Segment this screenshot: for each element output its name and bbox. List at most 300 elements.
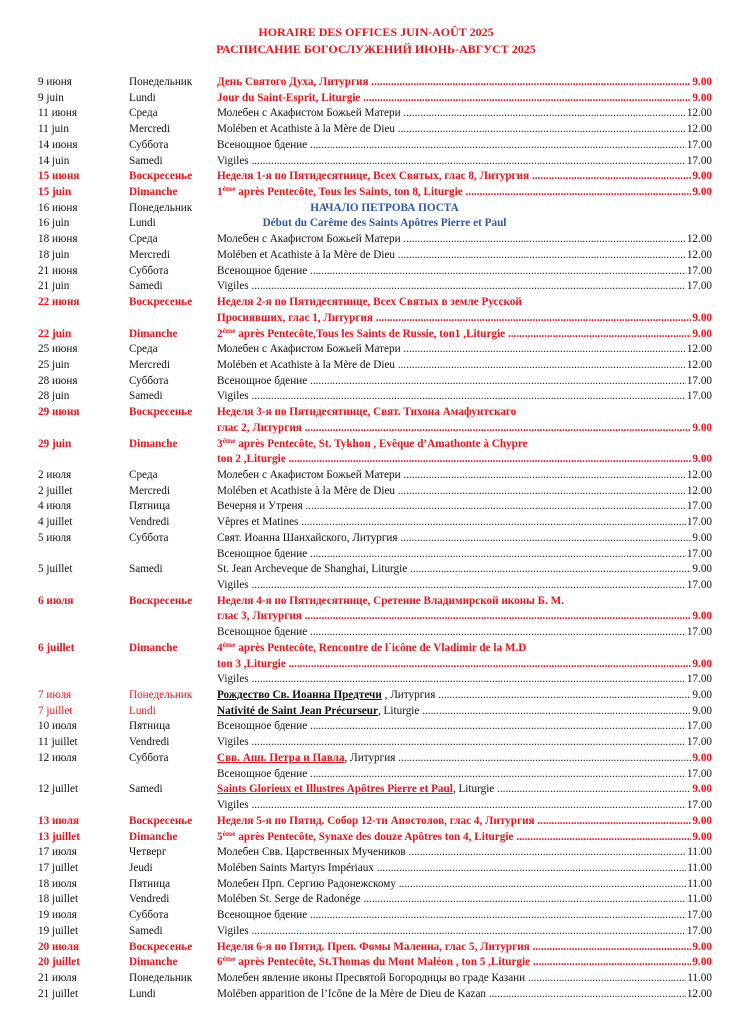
schedule-row: [0, 122, 752, 138]
row-description: [217, 719, 712, 735]
schedule-row: [0, 154, 752, 170]
ordinal-suffix: ème: [222, 326, 236, 335]
row-date: 21 июня: [38, 264, 78, 277]
schedule-row: [0, 987, 752, 1003]
row-day: Vendredi: [129, 736, 170, 749]
row-date: 13 июля: [38, 814, 80, 827]
row-description-main: День Святого Духа, Литургия: [217, 76, 369, 88]
schedule-row: [0, 892, 752, 908]
row-description-main: Jour du Saint-Esprit, Liturgie: [217, 91, 361, 104]
row-description: [217, 248, 712, 264]
title-french: HORAIRE DES OFFICES JUIN-AOÛT 2025: [258, 25, 494, 39]
row-description: [217, 232, 712, 248]
schedule-row: [0, 814, 752, 830]
row-description: [217, 971, 712, 987]
row-day: Dimanche: [129, 830, 178, 843]
schedule-row: [0, 169, 752, 185]
row-day: Dimanche: [129, 956, 178, 969]
row-description-main: Début du Carême des Saints Apôtres Pierre et Paul: [262, 217, 507, 230]
row-date: 19 juillet: [38, 924, 79, 937]
schedule-row: [0, 279, 752, 295]
ordinal-suffix: ème: [222, 829, 236, 838]
row-description: [217, 169, 712, 185]
row-date: 6 juillet: [38, 641, 75, 654]
row-date: 21 juillet: [38, 987, 79, 1000]
row-description: [217, 327, 712, 343]
row-date: 6 июля: [38, 594, 74, 607]
row-description-main: НАЧАЛО ПЕТРОВА ПОСТА: [310, 201, 459, 214]
row-date: 18 июля: [38, 877, 77, 890]
row-date: 28 июня: [38, 374, 78, 387]
row-description-rest: après Pentecôte, Tous les Saints, ton 8, Liturgie: [235, 186, 463, 199]
row-date: 29 juin: [38, 437, 72, 450]
row-time: 17.00: [686, 924, 712, 940]
schedule-row: [0, 389, 752, 405]
row-day: Samedi: [129, 154, 163, 167]
row-description: [217, 767, 712, 783]
row-description-main: 3: [217, 437, 223, 450]
schedule-row: [0, 201, 752, 217]
schedule-row: [0, 830, 752, 846]
row-description-main: ton 3 ,Liturgie: [217, 657, 286, 670]
row-description-main: ton 2 ,Liturgie: [217, 453, 286, 466]
row-time: 9.00: [691, 688, 712, 704]
row-description: [217, 877, 712, 893]
schedule-row: [0, 845, 752, 861]
row-time: 17.00: [686, 719, 712, 735]
schedule-row: [0, 609, 752, 625]
row-date: 20 juillet: [38, 956, 80, 969]
ordinal-suffix: ème: [222, 436, 236, 445]
row-day: Суббота: [129, 909, 169, 922]
row-time: 9.00: [691, 609, 712, 625]
row-date: 17 juillet: [38, 861, 79, 874]
row-day: Пятница: [129, 500, 171, 513]
row-time: 9.00: [691, 830, 712, 846]
row-day: Mercredi: [129, 484, 170, 497]
row-description-main: Молебен с Акафистом Божьей Матери: [217, 107, 401, 120]
row-description: [217, 814, 712, 830]
row-description-main: Неделя 1-я по Пятидесятнице, Всех Святых, глас 8, Литургия: [217, 170, 530, 183]
schedule-row: [0, 311, 752, 327]
schedule-row: [0, 547, 752, 563]
schedule-row: [0, 704, 752, 720]
row-date: 11 juin: [38, 123, 69, 136]
row-date: 19 июля: [38, 909, 77, 922]
row-date: 7 juillet: [38, 704, 73, 717]
row-date: 15 juin: [38, 186, 72, 199]
row-description: [217, 845, 712, 861]
schedule-row: [0, 578, 752, 594]
row-description: [217, 657, 712, 673]
row-description-rest: après Pentecôte, St. Tykhon , Evêque d’Amathonte à Chypre: [235, 437, 528, 450]
row-description-rest: , Литургия: [344, 751, 396, 764]
row-description-main: Молебен с Акафистом Божьей Матери: [217, 468, 401, 481]
row-day: Mercredi: [129, 358, 170, 371]
row-time: 12.00: [686, 232, 712, 248]
row-time: 9.00: [691, 814, 712, 830]
row-time: 9.00: [691, 169, 712, 185]
schedule-row: [0, 767, 752, 783]
row-description: [217, 515, 712, 531]
row-description: [217, 940, 712, 956]
row-time: 9.00: [691, 562, 712, 578]
schedule-row: [0, 437, 752, 453]
row-day: Samedi: [129, 783, 163, 796]
row-time: 9.00: [691, 452, 712, 468]
row-description: [217, 389, 712, 405]
row-time: 17.00: [686, 767, 712, 783]
row-description-main: Vêpres et Matines: [217, 516, 299, 529]
row-description-main: Молебен явление иконы Пресвятой Богородицы во граде Казани: [217, 971, 526, 984]
row-day: Пятница: [129, 877, 171, 890]
schedule-row: [0, 499, 752, 515]
row-date: 25 июня: [38, 343, 78, 356]
row-description-main: Неделя 3-я по Пятидесятнице, Свят. Тихона Амафунтскаго: [217, 406, 517, 419]
row-time: 17.00: [686, 279, 712, 295]
row-description: [217, 672, 712, 688]
row-description: [217, 484, 712, 500]
row-description-main: Vigiles: [217, 736, 249, 749]
row-description-main: Vigiles: [217, 579, 249, 591]
schedule-row: [0, 358, 752, 374]
row-day: Samedi: [129, 924, 163, 937]
row-description-main: Molében et Acathiste à la Mère de Dieu: [217, 484, 395, 497]
schedule-row: [0, 735, 752, 751]
schedule-row: [0, 468, 752, 484]
schedule-row: [0, 264, 752, 280]
schedule-row: [0, 971, 752, 987]
row-date: 22 июня: [38, 296, 80, 309]
schedule-row: [0, 908, 752, 924]
row-description: [217, 421, 712, 437]
row-day: Среда: [129, 233, 158, 246]
schedule-row: [0, 342, 752, 358]
row-description-main: Molében apparition de l’Icône de la Mère de Dieu de Kazan: [217, 987, 487, 1000]
row-description-main: Неделя 5-я по Пятид. Собор 12-ти Апостолов, глас 4, Литургия: [217, 814, 535, 827]
schedule-row: [0, 594, 752, 610]
row-day: Vendredi: [129, 893, 170, 906]
schedule-table: [0, 75, 752, 1002]
ordinal-suffix: ème: [222, 640, 236, 649]
schedule-row: [0, 798, 752, 814]
row-day: Воскресенье: [129, 594, 193, 607]
schedule-row: [0, 515, 752, 531]
row-description: [217, 751, 712, 767]
row-description: [217, 861, 712, 877]
row-day: Dimanche: [129, 186, 178, 199]
schedule-row: [0, 295, 752, 311]
schedule-row: [0, 216, 752, 232]
row-description-main: 1: [217, 186, 223, 199]
row-description: [217, 452, 712, 468]
row-date: 11 juillet: [38, 736, 78, 749]
row-description-main: Nativité de Saint Jean Précurseur: [217, 704, 378, 717]
row-date: 5 juillet: [38, 563, 73, 576]
row-date: 17 июля: [38, 846, 77, 859]
row-description-main: 4: [217, 641, 223, 654]
row-time: 17.00: [686, 625, 712, 641]
row-time: 12.00: [686, 122, 712, 138]
row-date: 21 июля: [38, 971, 77, 984]
row-date: 22 juin: [38, 327, 72, 340]
row-day: Понедельник: [129, 689, 193, 702]
row-date: 14 juin: [38, 154, 70, 167]
row-time: 9.00: [691, 311, 712, 327]
row-time: 9.00: [691, 327, 712, 343]
row-day: Воскресенье: [129, 406, 193, 419]
row-date: 18 июня: [38, 233, 78, 246]
row-description-main: Vigiles: [217, 154, 249, 167]
row-time: 11.00: [686, 861, 712, 877]
row-time: 9.00: [691, 185, 712, 201]
row-date: 14 июня: [38, 138, 78, 151]
row-description: [217, 641, 712, 657]
row-description: [217, 609, 712, 625]
row-description-rest: , Литургия: [381, 689, 436, 702]
row-date: 10 июля: [38, 720, 77, 733]
schedule-row: [0, 924, 752, 940]
row-time: 12.00: [686, 484, 712, 500]
row-description: [217, 122, 712, 138]
row-description: [217, 625, 712, 641]
row-description: [217, 562, 712, 578]
schedule-row: [0, 672, 752, 688]
row-day: Суббота: [129, 374, 169, 387]
row-day: Понедельник: [129, 971, 193, 984]
title-russian: РАСПИСАНИЕ БОГОСЛУЖЕНИЙ ИЮНЬ-АВГУСТ 2025: [216, 42, 536, 56]
row-description: [217, 704, 712, 720]
row-description: [217, 295, 712, 311]
row-description: [217, 201, 552, 217]
row-time: 17.00: [686, 374, 712, 390]
row-description-main: Vigiles: [217, 799, 249, 812]
row-date: 28 juin: [38, 390, 70, 403]
row-time: 9.00: [691, 421, 712, 437]
row-description-main: Рождество Св. Иоанна Предтечи: [217, 689, 382, 702]
row-description-main: Vigiles: [217, 390, 249, 403]
schedule-row: [0, 484, 752, 500]
row-date: 9 juin: [38, 91, 64, 104]
row-date: 4 июля: [38, 500, 72, 513]
schedule-row: [0, 861, 752, 877]
row-description-main: Молебен с Акафистом Божьей Матери: [217, 233, 401, 246]
row-description: [217, 594, 712, 610]
row-time: 17.00: [686, 547, 712, 563]
row-day: Воскресенье: [129, 940, 193, 953]
row-day: Samedi: [129, 390, 163, 403]
row-description: [217, 405, 712, 421]
ordinal-suffix: ème: [222, 185, 236, 194]
row-description-rest: après Pentecôte, Synaxe des douze Apôtres ton 4, Liturgie: [235, 830, 514, 843]
row-date: 18 juin: [38, 248, 70, 261]
schedule-row: [0, 751, 752, 767]
row-day: Samedi: [129, 563, 163, 576]
row-date: 2 juillet: [38, 484, 73, 497]
row-day: Суббота: [129, 138, 169, 151]
row-day: Dimanche: [129, 641, 178, 654]
row-date: 18 juillet: [38, 893, 79, 906]
row-description: [217, 688, 712, 704]
row-description-main: Неделя 6-я по Пятид. Преп. Фомы Малеина, глас 5, Литургия: [217, 940, 530, 953]
row-time: 12.00: [686, 106, 712, 122]
row-description: [217, 106, 712, 122]
row-day: Понедельник: [129, 201, 193, 214]
row-description: [217, 830, 712, 846]
row-date: 12 июля: [38, 751, 77, 764]
schedule-row: [0, 138, 752, 154]
schedule-row: [0, 531, 752, 547]
row-description: [217, 531, 712, 547]
schedule-row: [0, 625, 752, 641]
row-date: 4 juillet: [38, 516, 73, 529]
schedule-row: [0, 405, 752, 421]
row-day: Lundi: [129, 91, 156, 104]
row-description-main: Vigiles: [217, 280, 249, 293]
schedule-row: [0, 657, 752, 673]
row-day: Воскресенье: [129, 814, 193, 827]
row-description: [217, 908, 712, 924]
row-description: [217, 185, 712, 201]
row-date: 20 июля: [38, 940, 80, 953]
row-time: 12.00: [686, 248, 712, 264]
row-description-main: Molében et Acathiste à la Mère de Dieu: [217, 358, 395, 371]
row-description-rest: , Liturgie: [377, 704, 420, 717]
row-day: Lundi: [129, 704, 156, 717]
row-description-main: Molében St. Serge de Radonége: [217, 893, 361, 906]
row-description: [217, 437, 712, 453]
row-date: 13 juillet: [38, 830, 80, 843]
row-day: Воскресенье: [129, 296, 193, 309]
row-time: 11.00: [686, 877, 712, 893]
row-time: 17.00: [686, 798, 712, 814]
row-description: [217, 216, 552, 232]
row-time: 9.00: [691, 782, 712, 798]
schedule-row: [0, 452, 752, 468]
row-time: 11.00: [686, 845, 712, 861]
row-time: 9.00: [691, 91, 712, 107]
row-time: 17.00: [686, 578, 712, 594]
row-description: [217, 311, 712, 327]
row-day: Суббота: [129, 264, 169, 277]
row-description-main: 2: [217, 327, 223, 340]
row-description: [217, 578, 712, 594]
row-description-main: Всенощное бдение: [217, 909, 308, 922]
row-day: Среда: [129, 343, 158, 356]
row-date: 11 июня: [38, 107, 78, 120]
row-description: [217, 138, 712, 154]
row-description-main: Свв. Апп. Петра и Павла: [217, 751, 345, 764]
row-day: Четверг: [129, 846, 167, 859]
row-time: 17.00: [686, 499, 712, 515]
row-time: 17.00: [686, 138, 712, 154]
schedule-row: [0, 327, 752, 343]
row-description-main: Всенощное бдение: [217, 138, 308, 151]
row-date: 16 июня: [38, 201, 78, 214]
row-description-main: глас 3, Литургия: [217, 610, 302, 623]
row-description: [217, 342, 712, 358]
row-description-main: Всенощное бдение: [217, 767, 308, 780]
row-description-main: Молебен с Акафистом Божьей Матери: [217, 343, 401, 356]
row-day: Dimanche: [129, 437, 178, 450]
row-day: Понедельник: [129, 76, 193, 88]
row-description-main: Всенощное бдение: [217, 626, 308, 639]
row-time: 17.00: [686, 515, 712, 531]
row-date: 9 июня: [38, 76, 72, 88]
row-date: 12 juillet: [38, 783, 79, 796]
row-day: Mercredi: [129, 248, 170, 261]
row-description-main: Неделя 2-я по Пятидесятнице, Всех Святых в земле Русской: [217, 296, 522, 309]
row-date: 21 juin: [38, 280, 70, 293]
row-description-main: 6: [217, 956, 223, 969]
row-time: 9.00: [691, 657, 712, 673]
row-description: [217, 75, 712, 91]
row-day: Lundi: [129, 987, 156, 1000]
row-description-main: Молебен Прп. Сергию Радонежскому: [217, 877, 396, 890]
row-day: Vendredi: [129, 516, 170, 529]
row-time: 9.00: [691, 704, 712, 720]
row-time: 17.00: [686, 908, 712, 924]
schedule-row: [0, 641, 752, 657]
schedule-row: [0, 421, 752, 437]
row-description-main: Просиявших, глас 1, Литургия: [217, 311, 373, 324]
row-day: Воскресенье: [129, 170, 193, 183]
schedule-row: [0, 562, 752, 578]
schedule-row: [0, 719, 752, 735]
row-description: [217, 547, 712, 563]
row-date: 7 июля: [38, 689, 72, 702]
row-description-main: Неделя 4-я по Пятидесятнице, Сретение Владимирской иконы Б. М.: [217, 594, 565, 607]
row-description: [217, 798, 712, 814]
row-date: 25 juin: [38, 358, 70, 371]
row-description: [217, 264, 712, 280]
row-description-main: Molében Saints Martyrs Impériaux: [217, 861, 374, 874]
row-description: [217, 924, 712, 940]
row-day: Samedi: [129, 280, 163, 293]
ordinal-suffix: ème: [222, 955, 236, 964]
row-description-rest: , Liturgie: [452, 783, 495, 796]
schedule-row: [0, 106, 752, 122]
schedule-row: [0, 782, 752, 798]
row-description-rest: après Pentecôte, Rencontre de l`icône de Vladimir de la M.D: [235, 641, 527, 654]
schedule-row: [0, 374, 752, 390]
row-description: [217, 374, 712, 390]
row-time: 12.00: [686, 987, 712, 1003]
row-day: Jeudi: [129, 861, 153, 874]
schedule-row: [0, 877, 752, 893]
row-description-rest: après Pentecôte, St.Thomas du Mont Maléon , ton 5 ,Liturgie: [235, 956, 531, 969]
row-time: 9.00: [691, 531, 712, 547]
row-description-main: Вечерня и Утреня: [217, 500, 303, 513]
row-description-main: Всенощное бдение: [217, 547, 308, 560]
schedule-row: [0, 688, 752, 704]
row-description: [217, 468, 712, 484]
row-time: 9.00: [691, 751, 712, 767]
row-date: 16 juin: [38, 217, 70, 230]
row-day: Lundi: [129, 217, 156, 230]
row-date: 15 июня: [38, 170, 80, 183]
row-time: 12.00: [686, 342, 712, 358]
row-description-main: 5: [217, 830, 223, 843]
row-description-main: Всенощное бдение: [217, 720, 308, 733]
row-description-main: Molében et Acathiste à la Mère de Dieu: [217, 123, 395, 136]
row-date: 29 июня: [38, 406, 80, 419]
schedule-row: [0, 955, 752, 971]
schedule-row: [0, 91, 752, 107]
row-date: 5 июля: [38, 531, 72, 544]
row-description-main: Vigiles: [217, 924, 249, 937]
row-time: 17.00: [686, 735, 712, 751]
